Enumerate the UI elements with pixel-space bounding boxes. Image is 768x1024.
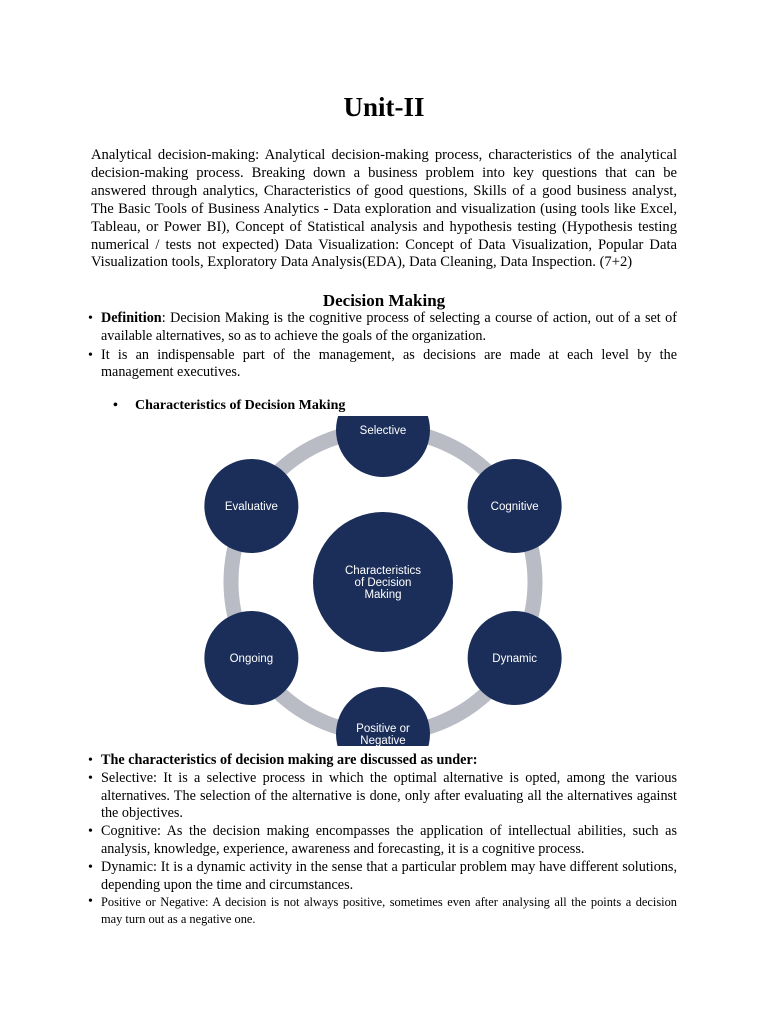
bullet-icon: • (88, 770, 93, 786)
definition-text: : Decision Making is the cognitive process of selecting a course of action, out of a set of available alternatives, so as to achieve the goals of the organization. (101, 310, 677, 344)
diagram-node-label (356, 723, 410, 746)
characteristics-diagram (190, 416, 576, 746)
bullet-icon: • (113, 398, 118, 413)
list-item (88, 823, 677, 859)
diagram-label-line: Positive or (356, 723, 410, 735)
list-item-text: It is an indispensable part of the management, as decisions are made at each level by the management executives. (101, 346, 677, 381)
list-item (88, 894, 677, 928)
diagram-label-line: Cognitive (490, 501, 539, 513)
definition-list (88, 310, 677, 383)
list-item-text: Dynamic: It is a dynamic activity in the sense that a particular problem may have different solutions, depending upon the time and circumstances. (101, 858, 677, 893)
diagram-label-line: of Decision (354, 577, 412, 589)
diagram-node (336, 687, 430, 746)
diagram-node (204, 611, 298, 705)
diagram-label-line: Selective (359, 425, 407, 437)
bullet-icon: • (88, 311, 93, 326)
list-item (88, 347, 677, 383)
section-heading: Decision Making (322, 291, 446, 310)
characteristics-heading (113, 398, 345, 414)
list-item (88, 859, 677, 895)
discussed-heading: The characteristics of decision making are discussed as under: (101, 752, 478, 768)
diagram-node (336, 416, 430, 477)
bullet-icon: • (88, 753, 93, 768)
bullet-icon: • (88, 859, 93, 875)
list-item-text: Selective: It is a selective process in which the optimal alternative is opted, among the various alternatives. The selection of the alternative is done, only after evaluating all the alternatives against the objectives. (101, 769, 677, 822)
diagram-node-label (225, 501, 278, 513)
diagram-node-label (360, 425, 407, 437)
diagram-label-line: Characteristics (344, 565, 422, 577)
diagram-label-line: Negative (360, 735, 406, 746)
diagram-node-label (492, 653, 537, 665)
characteristics-list (88, 752, 677, 928)
definition-label: Definition (101, 310, 162, 326)
bullet-icon: • (88, 894, 93, 910)
diagram-node-label (491, 501, 539, 513)
page-title: Unit-II (343, 92, 425, 122)
list-item-text: Cognitive: As the decision making encompasses the application of intellectual abilities, such as analysis, knowledge, experience, awareness and forecasting, it is a cognitive process. (101, 823, 677, 857)
characteristics-heading-text: Characteristics of Decision Making (135, 398, 346, 413)
diagram-node-label (230, 653, 273, 665)
diagram-label-line: Making (364, 589, 402, 601)
bullet-icon: • (88, 347, 93, 363)
bullet-icon: • (88, 824, 93, 840)
list-item-text: Positive or Negative: A decision is not always positive, sometimes even after analysing all the points a decision may turn out as a negative one. (101, 895, 677, 927)
diagram-label-line: Dynamic (492, 653, 538, 665)
diagram-label-line: Ongoing (229, 653, 274, 665)
diagram-center-node (313, 512, 453, 652)
diagram-node (468, 611, 562, 705)
list-item (88, 310, 677, 346)
diagram-node (204, 459, 298, 553)
syllabus-paragraph: Analytical decision-making: Analytical decision-making process, characteristics of the analytical decision-making process. Breaking down a business problem into key questions that can be answered through analytics, Characteristics of good questions, Skills of a good business analyst, The Basic Tools of Business Analytics - Data exploration and visualization (using tools like Excel, Tableau, or Power BI), Concept of Statistical analysis and hypothesis testing (Hypothesis testing numerical / tests not expected) Data Visualization: Concept of Data Visualization, Popular Data Visualization tools, Exploratory Data Analysis(EDA), Data Cleaning, Data Inspection. (7+2) (91, 147, 677, 271)
list-item (88, 752, 677, 770)
diagram-node (468, 459, 562, 553)
diagram-label-line: Evaluative (224, 501, 278, 513)
list-item (88, 770, 677, 823)
